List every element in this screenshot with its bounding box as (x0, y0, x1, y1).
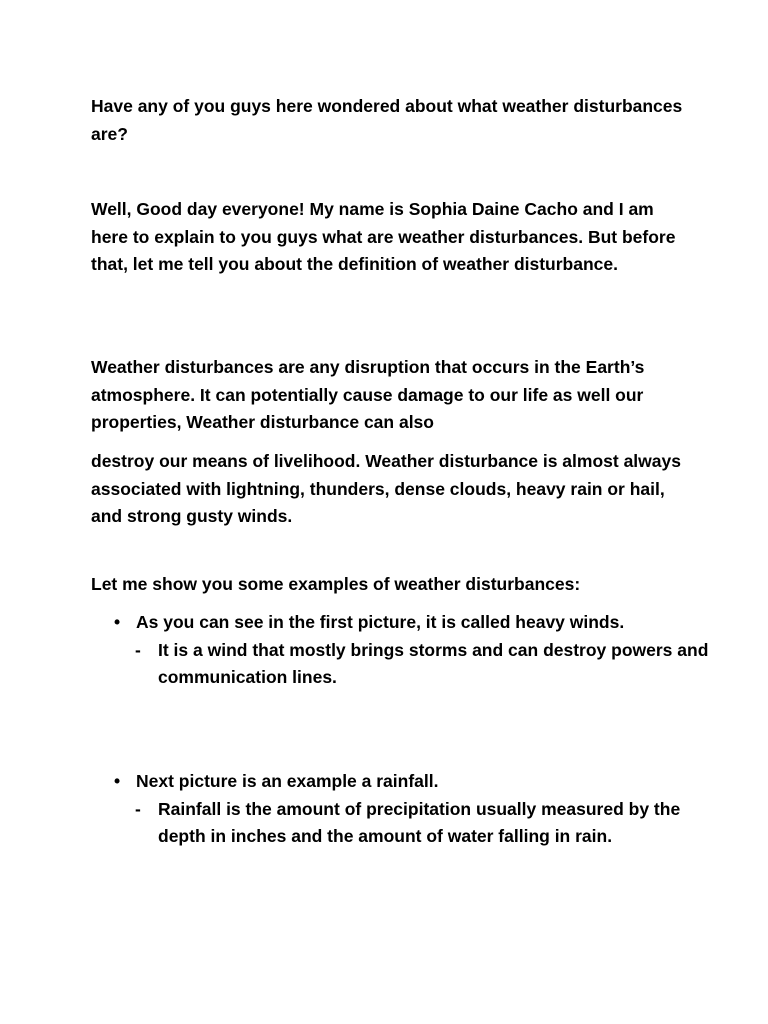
intro-paragraph: Well, Good day everyone! My name is Sophia Daine Cacho and I am here to explain to you guys what are weather disturbances. But before that, let me tell you about the definition of weather disturbance. (91, 199, 676, 274)
example-list-item (112, 609, 712, 692)
example-sub-text: Rainfall is the amount of precipitation usually measured by the depth in inches and the amount of water falling in rain. (158, 798, 681, 846)
examples-intro: Let me show you some examples of weather disturbances: (91, 574, 581, 594)
example-bullet-row (112, 609, 712, 637)
example-list-item (112, 768, 712, 851)
example-sub-text: It is a wind that mostly brings storms and can destroy powers and communication lines. (158, 639, 709, 687)
definition-paragraph-part1: Weather disturbances are any disruption that occurs in the Earth’s atmosphere. It can potentially cause damage to our life as well our properties, Weather disturbance can also (91, 357, 645, 432)
example-sub-item (112, 637, 712, 692)
opening-question: Have any of you guys here wondered about what weather disturbances are? (91, 96, 683, 144)
dash-marker: - (135, 639, 141, 660)
definition-paragraph-part2: destroy our means of livelihood. Weather disturbance is almost always associated with lightning, thunders, dense clouds, heavy rain or hail, and strong gusty winds. (91, 451, 681, 526)
example-sub-item (112, 796, 712, 851)
example-bullet-row (112, 768, 712, 796)
bullet-icon: • (114, 771, 121, 791)
example-text: Next picture is an example a rainfall. (136, 771, 439, 791)
bullet-icon: • (114, 612, 121, 632)
dash-marker: - (135, 798, 141, 819)
example-text: As you can see in the first picture, it is called heavy winds. (136, 612, 625, 632)
